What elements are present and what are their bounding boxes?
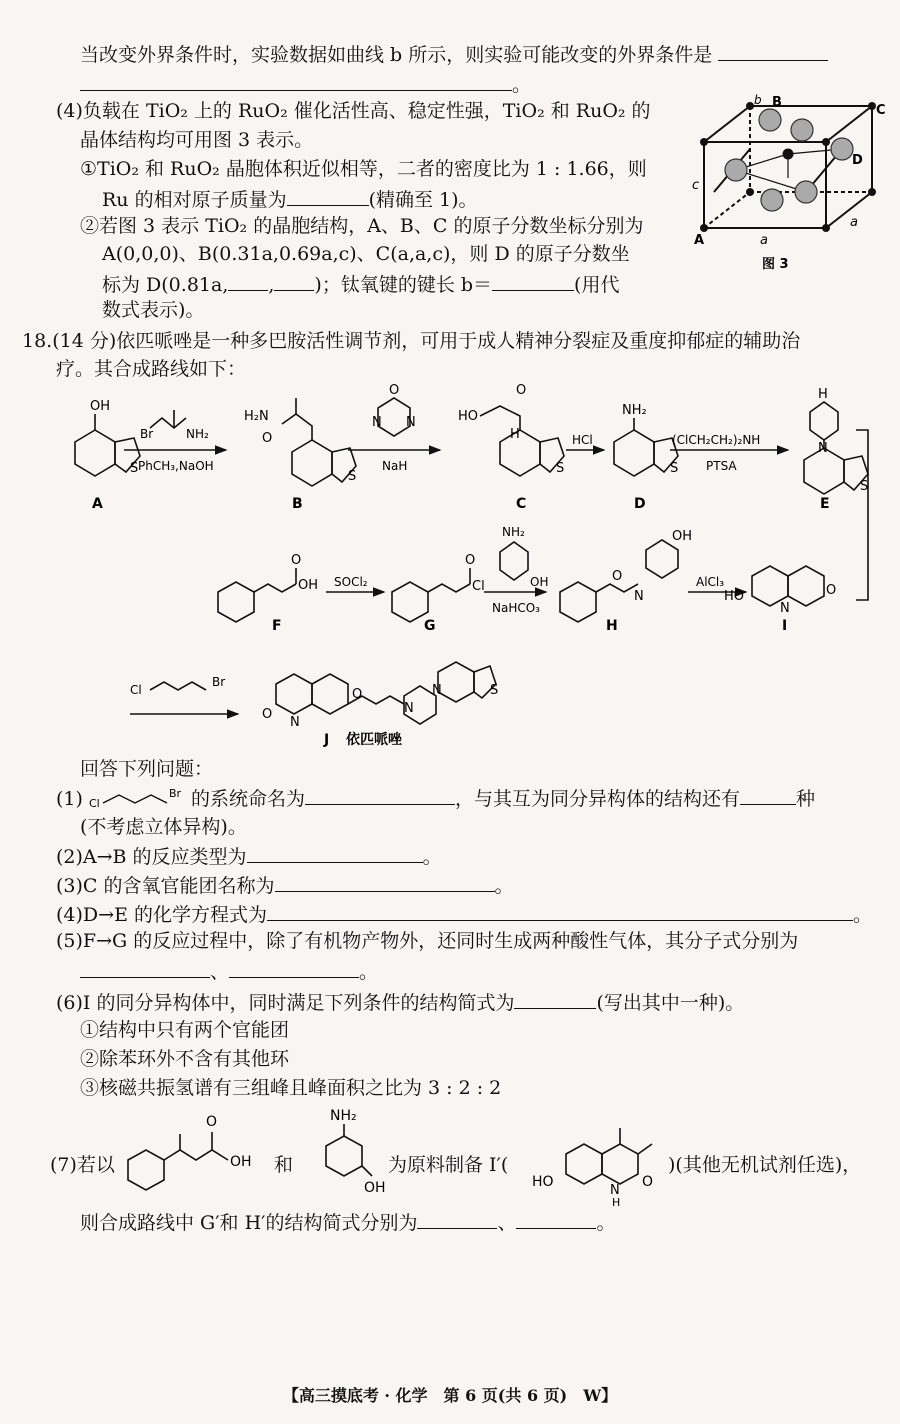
svg-text:N: N: [610, 1183, 620, 1198]
svg-text:O: O: [262, 431, 273, 446]
svg-text:O: O: [352, 687, 363, 702]
svg-text:H: H: [818, 387, 828, 402]
svg-text:N: N: [290, 715, 300, 730]
q1-note: (不考虑立体异构)。: [80, 816, 247, 838]
q4-line-2: 晶体结构均可用图 3 表示。: [80, 129, 314, 151]
svg-text:O: O: [389, 383, 400, 398]
svg-text:a: a: [760, 233, 768, 248]
svg-text:O: O: [612, 569, 623, 584]
q5-line: (5)F→G 的反应过程中，除了有机物产物外，还同时生成两种酸性气体，其分子式分别为: [56, 930, 799, 952]
svg-text:HO: HO: [458, 409, 479, 424]
svg-text:A: A: [694, 233, 705, 248]
svg-text:(ClCH₂CH₂)₂NH: (ClCH₂CH₂)₂NH: [672, 433, 761, 447]
svg-text:图 3: 图 3: [762, 257, 789, 272]
svg-text:SOCl₂: SOCl₂: [334, 575, 368, 589]
svg-text:O: O: [291, 553, 302, 568]
answer-blank[interactable]: [718, 40, 828, 61]
q7-and: 和: [274, 1154, 294, 1176]
svg-text:O: O: [262, 707, 273, 722]
figure-3-crystal-cell: [692, 92, 898, 284]
svg-text:N: N: [780, 601, 790, 616]
q4-part1-line-1: ①TiO₂ 和 RuO₂ 晶胞体积近似相等，二者的密度比为 1 : 1.66，则: [80, 158, 647, 180]
svg-text:c: c: [692, 178, 700, 193]
page-footer: 【高三摸底考 · 化学 第 6 页(共 6 页) W】: [282, 1386, 618, 1405]
q7-acid-structure: [116, 1106, 276, 1196]
svg-text:PTSA: PTSA: [706, 459, 737, 473]
svg-text:N: N: [404, 701, 414, 716]
q4-part2-line-4: 数式表示)。: [102, 299, 205, 321]
svg-text:S: S: [490, 683, 499, 698]
svg-text:S: S: [348, 469, 357, 484]
svg-text:AlCl₃: AlCl₃: [696, 575, 725, 589]
svg-text:S: S: [130, 461, 139, 476]
answer-blank[interactable]: [274, 270, 314, 291]
q6-condition-1: ①结构中只有两个官能团: [80, 1019, 290, 1041]
q18-line-1: 18.(14 分)依匹哌唑是一种多巴胺活性调节剂，可用于成人精神分裂症及重度抑郁症的辅助治: [22, 330, 801, 352]
svg-text:S: S: [860, 479, 869, 494]
answer-heading: 回答下列问题：: [80, 758, 214, 780]
q2-line: (2)A→B 的反应类型为 。: [56, 842, 442, 870]
answer-blank[interactable]: [287, 185, 369, 206]
answer-blank[interactable]: [275, 871, 495, 892]
svg-text:G: G: [424, 618, 436, 634]
svg-text:OH: OH: [672, 529, 693, 544]
svg-text:Cl: Cl: [472, 579, 485, 594]
q7-aminophenol-structure: [300, 1106, 390, 1202]
svg-text:NH₂: NH₂: [330, 1108, 357, 1124]
q6-condition-3: ③核磁共振氢谱有三组峰且峰面积之比为 3 : 2 : 2: [80, 1077, 502, 1099]
synthesis-scheme: [0, 380, 900, 760]
svg-text:C: C: [516, 496, 527, 512]
svg-text:O: O: [826, 583, 837, 598]
svg-text:N: N: [818, 441, 828, 456]
svg-text:S: S: [670, 461, 679, 476]
answer-blank[interactable]: [417, 1208, 497, 1229]
svg-text:O: O: [206, 1114, 218, 1130]
answer-blank[interactable]: [228, 270, 268, 291]
svg-text:N: N: [372, 415, 382, 430]
svg-text:F: F: [272, 618, 282, 634]
svg-text:Br: Br: [212, 675, 226, 689]
answer-blank[interactable]: [740, 784, 796, 805]
svg-text:a: a: [850, 215, 858, 230]
answer-blank[interactable]: [514, 988, 596, 1009]
svg-text:H₂N: H₂N: [244, 409, 269, 424]
svg-text:O: O: [516, 383, 527, 398]
answer-blank[interactable]: [229, 957, 359, 978]
svg-text:Cl: Cl: [88, 797, 100, 810]
q18-line-2: 疗。其合成路线如下：: [56, 358, 247, 380]
svg-text:NaH: NaH: [382, 459, 408, 473]
svg-text:H: H: [510, 427, 520, 442]
svg-text:O: O: [642, 1174, 654, 1190]
q4-line-1: (4)负载在 TiO₂ 上的 RuO₂ 催化活性高、稳定性强，TiO₂ 和 RuO₂ 的: [56, 100, 651, 122]
svg-text:B: B: [292, 496, 303, 512]
svg-text:b: b: [754, 93, 762, 107]
intro-line-1: 当改变外界条件时，实验数据如曲线 b 所示，则实验可能改变的外界条件是: [80, 40, 828, 68]
svg-text:Br: Br: [140, 427, 154, 441]
svg-text:N: N: [406, 415, 416, 430]
svg-text:HO: HO: [532, 1174, 554, 1190]
answer-blank[interactable]: [492, 270, 574, 291]
q4-part2-line-1: ②若图 3 表示 TiO₂ 的晶胞结构，A、B、C 的原子分数坐标分别为: [80, 215, 644, 237]
svg-text:B: B: [772, 95, 782, 110]
answer-blank[interactable]: [247, 842, 423, 863]
svg-text:O: O: [465, 553, 476, 568]
q1-line: (1) Cl Br 的系统命名为 ，与其互为同分异构体的结构还有 种: [56, 784, 815, 812]
svg-text:NaHCO₃: NaHCO₃: [492, 601, 540, 615]
svg-text:C: C: [876, 103, 886, 118]
q7-target-structure: [530, 1120, 670, 1209]
svg-text:N: N: [432, 683, 442, 698]
answer-blank[interactable]: [80, 957, 210, 978]
answer-blank[interactable]: [267, 900, 853, 921]
q3-line: (3)C 的含氧官能团名称为 。: [56, 871, 514, 899]
q7-target: 为原料制备 I′(: [388, 1154, 509, 1176]
q6-line: (6)I 的同分异构体中，同时满足下列条件的结构简式为 (写出其中一种)。: [56, 988, 744, 1016]
svg-text:依匹哌唑: 依匹哌唑: [346, 732, 402, 748]
svg-text:OH: OH: [230, 1154, 252, 1170]
q6-condition-2: ②除苯环外不含有其他环: [80, 1048, 290, 1070]
q7-line-2: 则合成路线中 G′和 H′的结构简式分别为 、 。: [80, 1208, 616, 1236]
svg-text:H: H: [606, 618, 618, 634]
answer-blank[interactable]: [80, 70, 512, 91]
q4-part1-line-2: Ru 的相对原子质量为 (精确至 1)。: [102, 185, 478, 213]
svg-text:S: S: [556, 461, 565, 476]
svg-text:NH₂: NH₂: [622, 403, 647, 418]
svg-text:HO: HO: [724, 589, 745, 604]
svg-text:J: J: [324, 732, 330, 748]
svg-text:OH: OH: [364, 1180, 386, 1196]
svg-text:D: D: [852, 153, 863, 168]
svg-text:H: H: [612, 1196, 621, 1209]
svg-text:NH₂: NH₂: [186, 427, 209, 441]
q4-part2-line-2: A(0,0,0)、B(0.31a,0.69a,c)、C(a,a,c)，则 D 的原子分数坐: [102, 243, 630, 265]
q7-suffix: )(其他无机试剂任选)，: [668, 1154, 862, 1176]
q5-blanks: 、 。: [80, 957, 378, 985]
svg-text:D: D: [634, 496, 646, 512]
svg-text:A: A: [92, 496, 103, 512]
svg-text:NH₂: NH₂: [502, 525, 525, 539]
svg-text:Br: Br: [168, 787, 182, 800]
svg-text:HCl: HCl: [572, 433, 593, 447]
svg-text:OH: OH: [90, 399, 111, 414]
svg-text:N: N: [634, 589, 644, 604]
intro-line-2: 。: [80, 70, 531, 98]
svg-text:I: I: [782, 618, 788, 634]
q4-part2-line-3: 标为 D(0.81a, , )；钛氧键的键长 b＝ (用代: [102, 270, 619, 298]
q1-structure-icon: [89, 785, 185, 811]
answer-blank[interactable]: [516, 1208, 596, 1229]
q7-prefix: (7)若以: [50, 1154, 115, 1176]
answer-blank[interactable]: [305, 784, 455, 805]
svg-text:OH: OH: [298, 578, 319, 593]
svg-text:OH: OH: [530, 575, 549, 589]
svg-text:E: E: [820, 496, 830, 512]
svg-text:PhCH₃,NaOH: PhCH₃,NaOH: [138, 459, 214, 473]
q4-answer-line: (4)D→E 的化学方程式为 。: [56, 900, 872, 928]
svg-text:Cl: Cl: [130, 683, 142, 697]
